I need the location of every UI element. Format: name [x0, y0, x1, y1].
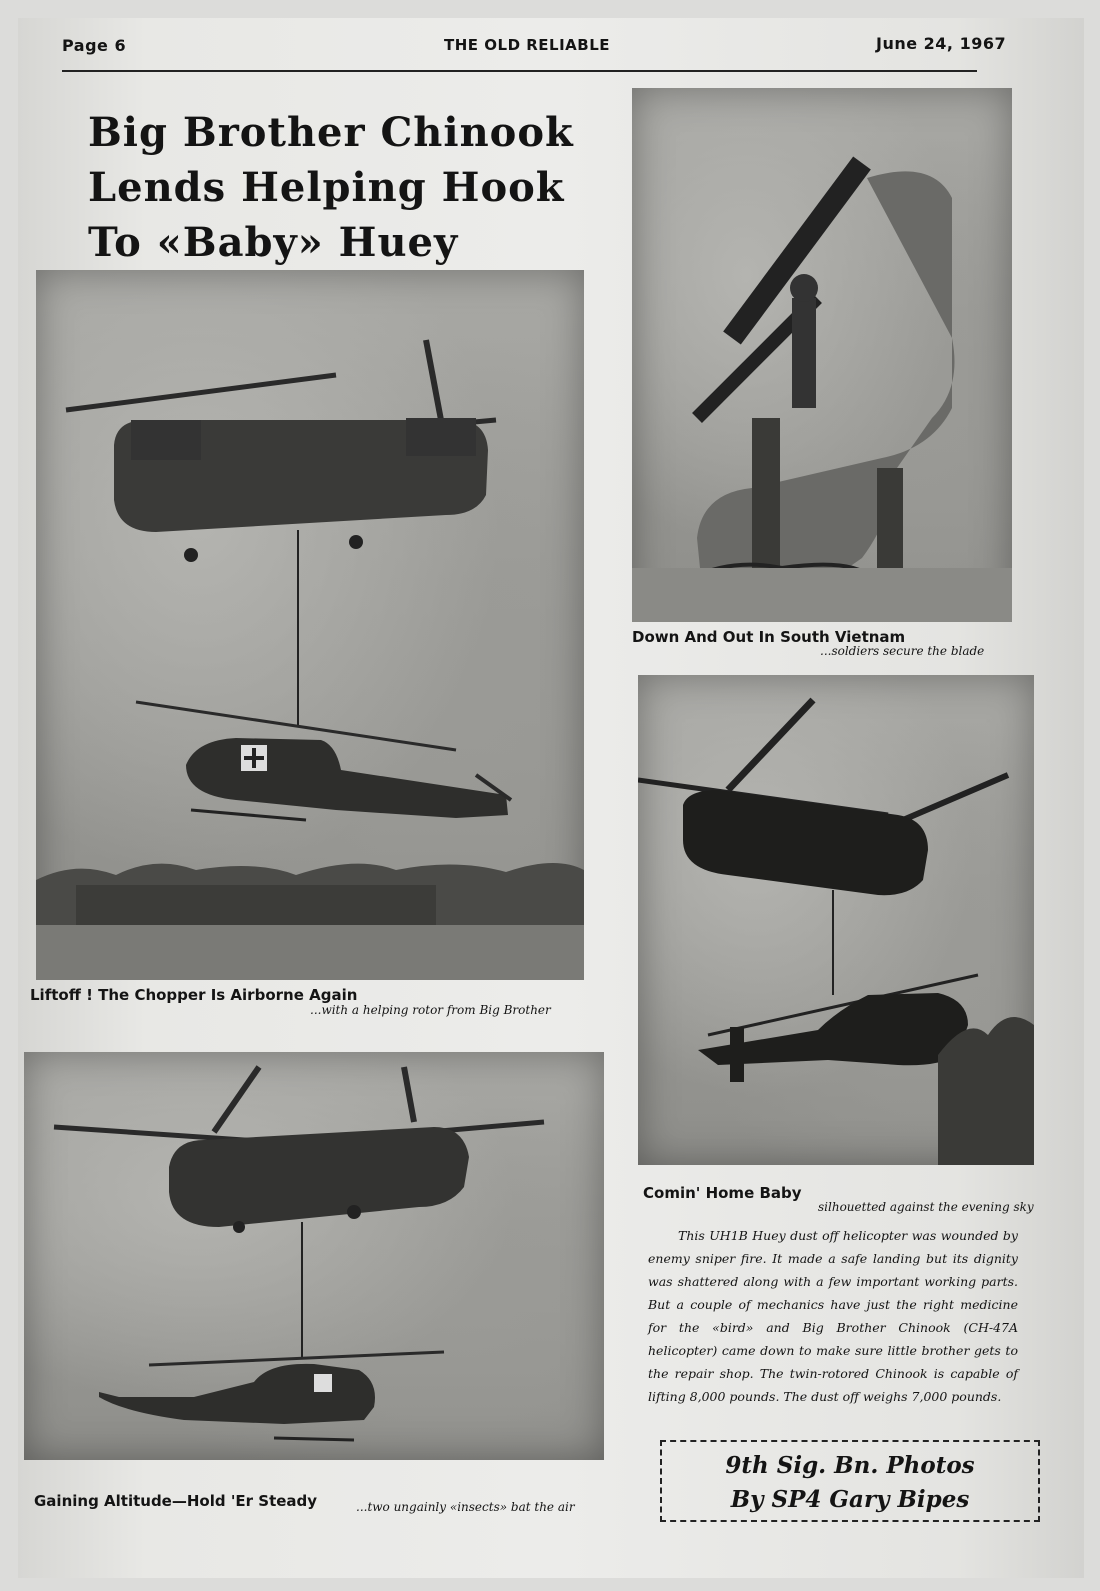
photo-comin-home [638, 675, 1034, 1165]
subcaption-gaining-altitude: ...two ungainly «insects» bat the air [356, 1500, 575, 1514]
headline-line-3: To «Baby» Huey [88, 219, 459, 266]
photo-credit-box [660, 1440, 1040, 1522]
chinook-lifting-huey-image [36, 270, 584, 980]
newspaper-name: THE OLD RELIABLE [444, 36, 611, 54]
subcaption-liftoff: ...with a helping rotor from Big Brother [310, 1003, 551, 1017]
issue-date: June 24, 1967 [876, 34, 1007, 53]
photo-credit-line-2: By SP4 Gary Bipes [730, 1486, 970, 1513]
subcaption-down-and-out: ...soldiers secure the blade [820, 644, 985, 658]
story-paragraph: This UH1B Huey dust off helicopter was wounded by enemy sniper fire. It made a safe landing but its dignity was shattered along with a few important working parts. But a couple of mechanics have just the right medicine for the «bird» and Big Brother Chinook (CH-47A helicopter) came down to make sure little brother gets to the repair shop. The twin-rotored Chinook is capable of lifting 8,000 pounds. The dust off weighs 7,000 pounds. [648, 1228, 1018, 1404]
damaged-huey-image [632, 88, 1012, 622]
page-number: Page 6 [62, 36, 127, 55]
masthead-rule [62, 70, 977, 72]
headline-line-2: Lends Helping Hook [88, 164, 565, 211]
headline-line-1: Big Brother Chinook [88, 109, 574, 156]
caption-down-and-out: Down And Out In South Vietnam [632, 628, 906, 646]
caption-gaining-altitude: Gaining Altitude—Hold 'Er Steady [34, 1492, 318, 1510]
caption-liftoff: Liftoff ! The Chopper Is Airborne Again [30, 986, 358, 1004]
photo-liftoff [36, 270, 584, 980]
headline [88, 105, 598, 270]
chinook-and-huey-in-flight-image [24, 1052, 604, 1460]
subcaption-comin-home: silhouetted against the evening sky [818, 1200, 1034, 1214]
caption-comin-home: Comin' Home Baby [643, 1184, 802, 1202]
photo-down-and-out [632, 88, 1012, 622]
photo-credit-line-1: 9th Sig. Bn. Photos [725, 1452, 975, 1479]
photo-gaining-altitude [24, 1052, 604, 1460]
silhouette-helicopters-image [638, 675, 1034, 1165]
